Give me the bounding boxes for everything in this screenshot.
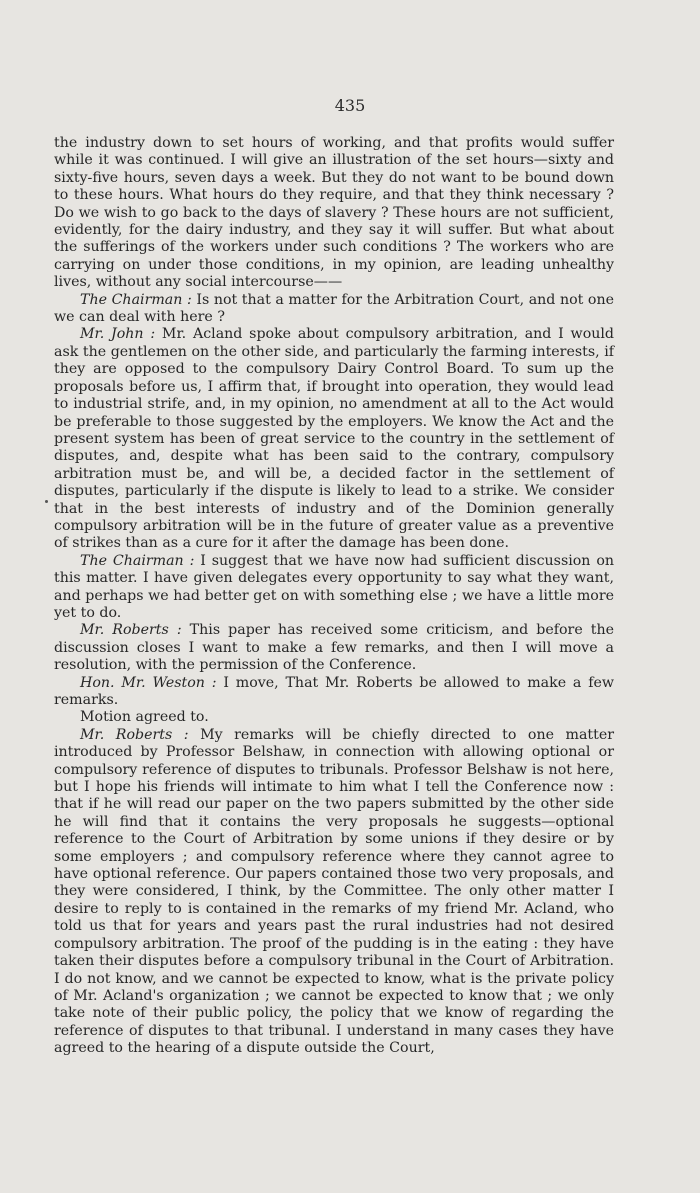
paragraph-text: My remarks will be chiefly directed to one matter introduced by Professor Belshaw, in connection with allowing optional or compulsory reference of disputes to tribunals. Professor Belshaw is not here, but I hope his friends will intimate to him what I tell the Conference now : that if he will read our paper on the two papers submitted by the other side he will find that it contains the very proposals he suggests—optional reference to the Court of Arbitration by some unions if they desire or by some employers ; and compulsory reference where they cannot agree to have optional reference. Our papers contained those two very proposals, and they were considered, I think, by the Committee. The only other matter I desire to reply to is contained in the remarks of my friend Mr. Acland, who told us that for years and years past the rural industries had not desired compulsory arbitration. The proof of the pudding is in the eating : they have taken their disputes before a compulsory tribunal in the Court of Arbitration. I do not know, and we cannot be expected to know, what is the private policy of Mr. Acland's organization ; we cannot be expected to know that ; we only take note of their public policy, the policy that we know of regarding the reference of disputes to that tribunal. I understand in many cases they have agreed to the hearing of a dispute outside the Court, [54,726,615,1057]
speaker-name: Hon. Mr. Weston : [80,674,217,691]
margin-mark [45,500,48,503]
speaker-name: Mr. John : [80,326,156,343]
paragraph-text: Motion agreed to. [80,709,209,726]
paragraph [54,326,614,552]
paragraph [54,553,614,623]
speaker-name: The Chairman : [80,552,195,569]
speaker-name: Mr. Roberts : [80,622,182,639]
paragraph-text: Is not that a matter for the Arbitration Court, and not one we can deal with here ? [54,291,615,326]
paragraph [54,727,614,1058]
paragraph [54,292,614,327]
paragraph-text: I suggest that we have now had sufficient discussion on this matter. I have given delegates every opportunity to say what they want, and perhaps we had better get on with something else ; we have a little more yet to do. [54,552,615,621]
paragraph-text: Mr. Acland spoke about compulsory arbitration, and I would ask the gentlemen on the other side, and particularly the farming interests, if they are opposed to the compulsory Dairy Control Board. To sum up the proposals before us, I affirm that, if brought into operation, they would lead to industrial strife, and, in my opinion, no amendment at all to the Act would be preferable to those suggested by the employers. We know the Act and the present system has been of great service to the country in the settlement of disputes, and, despite what has been said to the contrary, compulsory arbitration must be, and will be, a decided factor in the settlement of disputes, particularly if the dispute is likely to lead to a strike. We consider that in the best interests of industry and of the Dominion generally compulsory arbitration will be in the future of greater value as a preventive of strikes than as a cure for it after the damage has been done. [54,326,614,552]
paragraph-text: This paper has received some criticism, and before the discussion closes I want to make a few remarks, and then I will move a resolution, with the permission of the Conference. [54,622,615,674]
speaker-name: The Chairman : [80,291,192,308]
paragraph-text: the industry down to set hours of working, and that profits would suffer while it was continued. I will give an illustration of the set hours—sixty and sixty-five hours, seven days a week. But they do not want to be bound down to these hours. What hours do they require, and that they think necessary ? Do we wish to go back to the days of slavery ? These hours are not sufficient, evidently, for the dairy industry, and they say it will suffer. But what about the sufferings of the workers under such conditions ? The workers who are carrying on under those conditions, in my opinion, are leading unhealthy lives, without any social intercourse—— [54,135,614,291]
paragraph-text: I move, That Mr. Roberts be allowed to make a few remarks. [54,674,614,708]
page-number: 435 [334,96,366,115]
speaker-name: Mr. Roberts : [80,726,189,743]
paragraph [54,135,614,292]
body-text [54,135,614,1058]
paragraph [54,622,614,674]
paragraph [54,709,614,726]
paragraph [54,675,614,710]
